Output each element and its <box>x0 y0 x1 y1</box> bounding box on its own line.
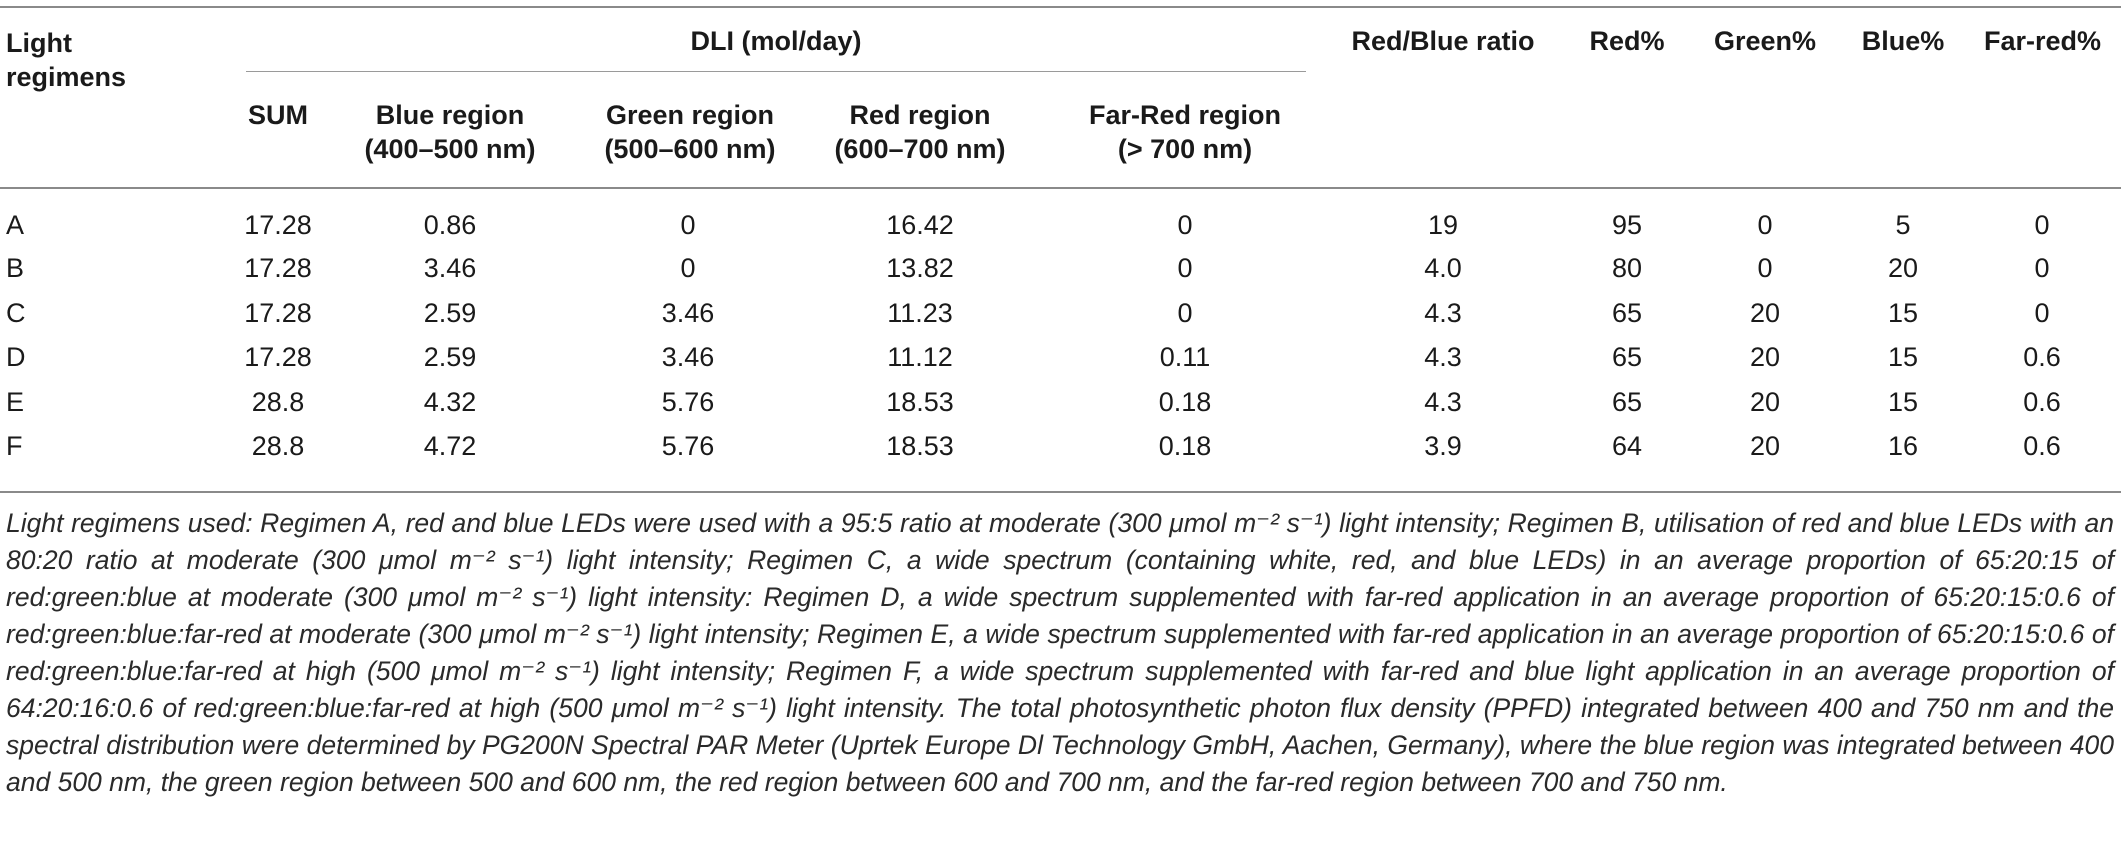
cell-regimen: B <box>6 253 25 283</box>
cell-farred-region: 0.18 <box>1158 387 1212 417</box>
cell-regimen: A <box>6 210 25 240</box>
cell-red-blue-ratio: 3.9 <box>1424 431 1462 461</box>
cell-sum: 28.8 <box>251 387 305 417</box>
cell-green-region: 5.76 <box>661 431 715 461</box>
header-sum: SUM <box>248 100 308 130</box>
header-red-region: Red region (600–700 nm) <box>834 100 1006 164</box>
cell-red-region: 16.42 <box>886 210 954 240</box>
cell-green-region: 0 <box>680 253 696 283</box>
header-farred-pct: Far-red% <box>1983 26 2102 56</box>
cell-regimen: E <box>6 387 25 417</box>
cell-sum: 17.28 <box>244 298 312 328</box>
cell-blue-region: 0.86 <box>423 210 477 240</box>
cell-sum: 17.28 <box>244 210 312 240</box>
cell-red-blue-ratio: 19 <box>1427 210 1459 240</box>
cell-sum: 28.8 <box>251 431 305 461</box>
top-rule <box>0 6 2121 8</box>
cell-farred-region: 0.18 <box>1158 431 1212 461</box>
header-blue-pct: Blue% <box>1861 26 1945 56</box>
cell-blue-pct: 5 <box>1895 210 1911 240</box>
header-blue-region: Blue region (400–500 nm) <box>364 100 536 164</box>
cell-blue-pct: 15 <box>1887 342 1919 372</box>
cell-farred-pct: 0.6 <box>2023 342 2061 372</box>
cell-farred-pct: 0 <box>2034 298 2050 328</box>
cell-farred-pct: 0 <box>2034 210 2050 240</box>
cell-blue-pct: 16 <box>1887 431 1919 461</box>
cell-red-pct: 80 <box>1611 253 1643 283</box>
cell-red-pct: 95 <box>1611 210 1643 240</box>
cell-blue-pct: 15 <box>1887 298 1919 328</box>
cell-farred-region: 0.11 <box>1159 342 1211 372</box>
cell-farred-pct: 0 <box>2034 253 2050 283</box>
cell-farred-region: 0 <box>1177 253 1193 283</box>
cell-red-pct: 65 <box>1611 298 1643 328</box>
cell-red-region: 13.82 <box>886 253 954 283</box>
cell-red-blue-ratio: 4.0 <box>1424 253 1462 283</box>
header-red-blue-ratio: Red/Blue ratio <box>1351 26 1535 56</box>
cell-regimen: C <box>6 298 26 328</box>
header-bottom-rule <box>0 187 2121 189</box>
cell-green-region: 0 <box>680 210 696 240</box>
cell-blue-pct: 15 <box>1887 387 1919 417</box>
cell-green-pct: 20 <box>1749 431 1781 461</box>
header-green-region: Green region (500–600 nm) <box>604 100 776 164</box>
header-red-pct: Red% <box>1589 26 1665 56</box>
cell-blue-region: 4.72 <box>423 431 477 461</box>
cell-farred-pct: 0.6 <box>2023 387 2061 417</box>
header-farred-region: Far-Red region (> 700 nm) <box>1088 100 1282 164</box>
dli-group-rule <box>246 71 1306 72</box>
cell-sum: 17.28 <box>244 253 312 283</box>
cell-blue-pct: 20 <box>1887 253 1919 283</box>
cell-red-blue-ratio: 4.3 <box>1424 387 1462 417</box>
cell-blue-region: 2.59 <box>423 342 477 372</box>
cell-red-pct: 64 <box>1611 431 1643 461</box>
cell-red-region: 11.23 <box>887 298 953 328</box>
table-footnote: Light regimens used: Regimen A, red and blue LEDs were used with a 95:5 ratio at moderate (300 μmol m⁻² s⁻¹) light intensity; Regimen B, utilisation of red and blue LEDs with an 80:20 ratio at moderate (300 μmol m⁻² s⁻¹) light intensity; Regimen C, a wide spectrum (containing white, red, and blue LEDs) in an average proportion of 65:20:15 of red:green:blue at moderate (300 μmol m⁻² s⁻¹) light intensity: Regimen D, a wide spectrum supplemented with far-red application in an average proportion of 65:20:15:0.6 of red:green:blue:far-red at moderate (300 μmol m⁻² s⁻¹) light intensity; Regimen E, a wide spectrum supplemented with far-red application in an average proportion of 65:20:15:0.6 of red:green:blue:far-red at high (500 μmol m⁻² s⁻¹) light intensity; Regimen F, a wide spectrum supplemented with far-red and blue light application in an average proportion of 64:20:16:0.6 of red:green:blue:far-red at high (500 μmol m⁻² s⁻¹) light intensity. The total photosynthetic photon flux density (PPFD) integrated between 400 and 750 nm and the spectral distribution were determined by PG200N Spectral PAR Meter (Uprtek Europe Dl Technology GmbH, Aachen, Germany), where the blue region was integrated between 400 and 500 nm, the green region between 500 and 600 nm, the red region between 600 and 700 nm, and the far-red region between 700 and 750 nm. <box>6 508 2114 797</box>
cell-farred-region: 0 <box>1177 298 1193 328</box>
cell-red-region: 18.53 <box>886 431 954 461</box>
header-light-regimens: Light regimens <box>6 28 127 92</box>
cell-red-pct: 65 <box>1611 387 1643 417</box>
cell-green-pct: 20 <box>1749 342 1781 372</box>
cell-red-pct: 65 <box>1611 342 1643 372</box>
cell-blue-region: 3.46 <box>423 253 477 283</box>
cell-regimen: D <box>6 342 26 372</box>
cell-farred-region: 0 <box>1177 210 1193 240</box>
cell-green-region: 3.46 <box>661 298 715 328</box>
cell-blue-region: 2.59 <box>423 298 477 328</box>
cell-green-pct: 20 <box>1749 387 1781 417</box>
cell-green-pct: 0 <box>1757 210 1773 240</box>
cell-green-pct: 20 <box>1749 298 1781 328</box>
cell-red-blue-ratio: 4.3 <box>1424 298 1462 328</box>
cell-blue-region: 4.32 <box>423 387 477 417</box>
cell-red-region: 11.12 <box>887 342 953 372</box>
cell-red-blue-ratio: 4.3 <box>1424 342 1462 372</box>
cell-red-region: 18.53 <box>886 387 954 417</box>
cell-farred-pct: 0.6 <box>2023 431 2061 461</box>
cell-green-region: 3.46 <box>661 342 715 372</box>
header-green-pct: Green% <box>1713 26 1817 56</box>
cell-green-region: 5.76 <box>661 387 715 417</box>
cell-sum: 17.28 <box>244 342 312 372</box>
header-dli-group: DLI (mol/day) <box>690 26 862 56</box>
cell-green-pct: 0 <box>1757 253 1773 283</box>
table-bottom-rule <box>0 491 2121 493</box>
cell-regimen: F <box>6 431 23 461</box>
